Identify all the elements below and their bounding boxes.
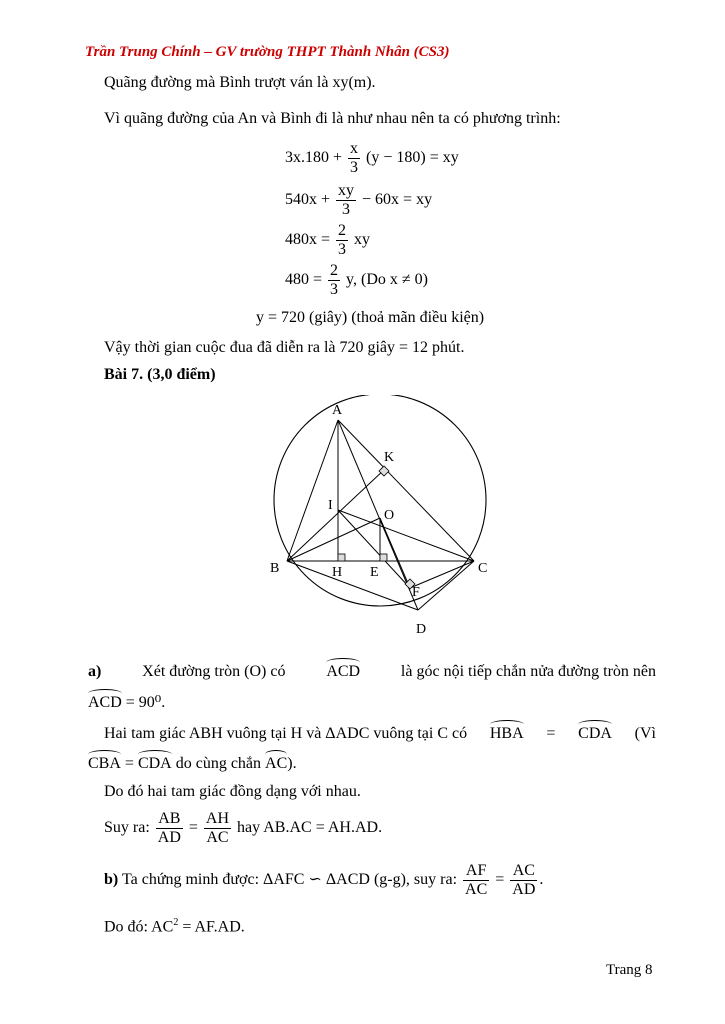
circle-o bbox=[274, 395, 486, 606]
text-line-2: Vì quãng đường của An và Bình đi là như nhau nên ta có phương trình: bbox=[104, 110, 561, 127]
arc-ac: AC bbox=[265, 755, 288, 772]
part-a-line-1 bbox=[88, 663, 656, 681]
segment-ab bbox=[287, 420, 338, 561]
label-i: I bbox=[328, 498, 333, 513]
eq1-right: (y − 180) = xy bbox=[366, 149, 459, 167]
equation-3 bbox=[285, 222, 370, 259]
eq3-den: 3 bbox=[338, 241, 347, 258]
line1-math: xy(m). bbox=[332, 74, 376, 91]
part-b-line-2 bbox=[104, 917, 245, 936]
label-o: O bbox=[384, 508, 395, 523]
arc-cda-2: CDA bbox=[137, 755, 172, 772]
eq2-den: 3 bbox=[342, 201, 351, 218]
part-b-end: . bbox=[539, 871, 544, 889]
part-a-line-1-row bbox=[88, 663, 656, 681]
part-b-line-1 bbox=[104, 862, 543, 899]
arc-hba: HBA bbox=[489, 725, 524, 742]
segment-cd bbox=[418, 561, 474, 610]
frac-num-ac: AC bbox=[510, 862, 537, 881]
label-h: H bbox=[332, 565, 343, 580]
page-number: Trang 8 bbox=[606, 962, 653, 978]
page-header: Trần Trung Chính – GV trường THPT Thành Nhân (CS3) bbox=[85, 44, 450, 60]
fraction-ah-ac bbox=[204, 810, 231, 847]
frac-den-ac-2: AC bbox=[465, 881, 488, 898]
geometry-figure bbox=[260, 395, 500, 640]
part-b-line2-pre: Do đó: AC bbox=[104, 918, 174, 936]
part-a-line6-eq: = bbox=[188, 819, 198, 837]
part-a-line-4 bbox=[88, 755, 297, 773]
eq3-fraction bbox=[336, 222, 348, 259]
part-b-label: b) bbox=[104, 871, 119, 889]
label-c: C bbox=[478, 561, 488, 576]
part-a-line3-post: (Vì bbox=[634, 725, 656, 742]
eq4-left: 480 = bbox=[285, 271, 323, 289]
part-b-text: Ta chứng minh được: ΔAFC ∽ ΔACD (g-g), suy ra: bbox=[121, 871, 458, 889]
eq4-right: y, (Do x ≠ 0) bbox=[346, 271, 428, 289]
part-a-label: a) bbox=[88, 663, 102, 680]
fraction-ac-ad bbox=[510, 862, 537, 899]
eq2-fraction bbox=[336, 182, 356, 219]
frac-num-ab: AB bbox=[156, 810, 183, 829]
part-b-line2-post: = AF.AD. bbox=[178, 918, 245, 936]
frac-num-ah: AH bbox=[205, 810, 230, 827]
segment-ic bbox=[338, 510, 474, 561]
equation-1 bbox=[285, 140, 459, 177]
eq2-left: 540x + bbox=[285, 191, 331, 209]
eq1-left: 3x.180 + bbox=[285, 149, 343, 167]
part-a-line2-post: = 90⁰. bbox=[125, 694, 166, 711]
part-a-line6-pre: Suy ra: bbox=[104, 819, 150, 837]
part-a-line1-pre: Xét đường tròn (O) có bbox=[142, 663, 286, 680]
label-d: D bbox=[416, 622, 427, 637]
right-angle-k bbox=[379, 466, 389, 476]
eq4-fraction bbox=[328, 262, 340, 299]
part-a-line6-post: hay AB.AC = AH.AD. bbox=[237, 819, 383, 837]
eq3-right: xy bbox=[354, 231, 371, 249]
arc-acd-2: ACD bbox=[88, 694, 122, 711]
right-angle-h bbox=[338, 554, 345, 561]
part-a-line-5: Do đó hai tam giác đồng dạng với nhau. bbox=[104, 783, 361, 800]
segment-ac bbox=[338, 420, 474, 561]
segment-of bbox=[380, 518, 410, 588]
part-b-eq: = bbox=[495, 871, 505, 889]
right-angle-e bbox=[380, 554, 387, 561]
eq1-den: 3 bbox=[350, 159, 359, 176]
part-b-line2-sup: 2 bbox=[173, 917, 179, 928]
arc-cba: CBA bbox=[88, 755, 121, 772]
eq2-num: xy bbox=[338, 182, 355, 199]
text-line-1 bbox=[104, 74, 376, 92]
eq4-num: 2 bbox=[330, 262, 339, 279]
part-a-line-2 bbox=[88, 692, 165, 712]
label-e: E bbox=[370, 565, 379, 580]
segment-bk bbox=[287, 468, 386, 561]
eq2-right: − 60x = xy bbox=[362, 191, 433, 209]
eq1-num: x bbox=[350, 140, 359, 157]
part-a-line-6 bbox=[104, 810, 382, 847]
part-a-line-3-row bbox=[104, 725, 656, 743]
exercise-7-title: Bài 7. (3,0 điểm) bbox=[104, 366, 216, 383]
fraction-ab-ad bbox=[156, 810, 183, 847]
segment-bo bbox=[287, 518, 380, 561]
arc-acd: ACD bbox=[326, 663, 361, 680]
arc-cda: CDA bbox=[578, 725, 612, 742]
eq4-den: 3 bbox=[330, 281, 339, 298]
eq3-left: 480x = bbox=[285, 231, 331, 249]
fraction-af-ac bbox=[463, 862, 489, 899]
equation-4 bbox=[285, 262, 428, 299]
label-a: A bbox=[332, 403, 343, 418]
part-a-line-3 bbox=[104, 725, 656, 743]
eq3-num: 2 bbox=[338, 222, 347, 239]
frac-num-af: AF bbox=[463, 862, 489, 881]
part-a-line3-eq: = bbox=[546, 725, 556, 742]
label-f: F bbox=[412, 585, 420, 600]
label-k: K bbox=[384, 450, 395, 465]
frac-den-ad-2: AD bbox=[512, 881, 536, 898]
frac-den-ac: AC bbox=[206, 829, 229, 846]
equation-5: y = 720 (giây) (thoả mãn điều kiện) bbox=[256, 309, 485, 326]
eq1-fraction bbox=[348, 140, 360, 177]
part-a-line1-post: là góc nội tiếp chắn nửa đường tròn nên bbox=[400, 663, 656, 680]
conclusion: Vậy thời gian cuộc đua đã diễn ra là 720 giây = 12 phút. bbox=[104, 339, 465, 356]
part-a-line4-eq: = bbox=[124, 755, 134, 772]
frac-den-ad: AD bbox=[157, 829, 181, 846]
part-a-line3-pre: Hai tam giác ABH vuông tại H và ΔADC vuông tại C có bbox=[104, 725, 468, 742]
label-b: B bbox=[270, 561, 280, 576]
part-a-line4-post: ). bbox=[287, 755, 297, 772]
line1-text: Quãng đường mà Bình trượt ván là bbox=[104, 74, 333, 91]
part-a-line4-mid: do cùng chắn bbox=[175, 755, 262, 772]
equation-2 bbox=[285, 182, 432, 219]
segment-cf bbox=[410, 561, 474, 588]
